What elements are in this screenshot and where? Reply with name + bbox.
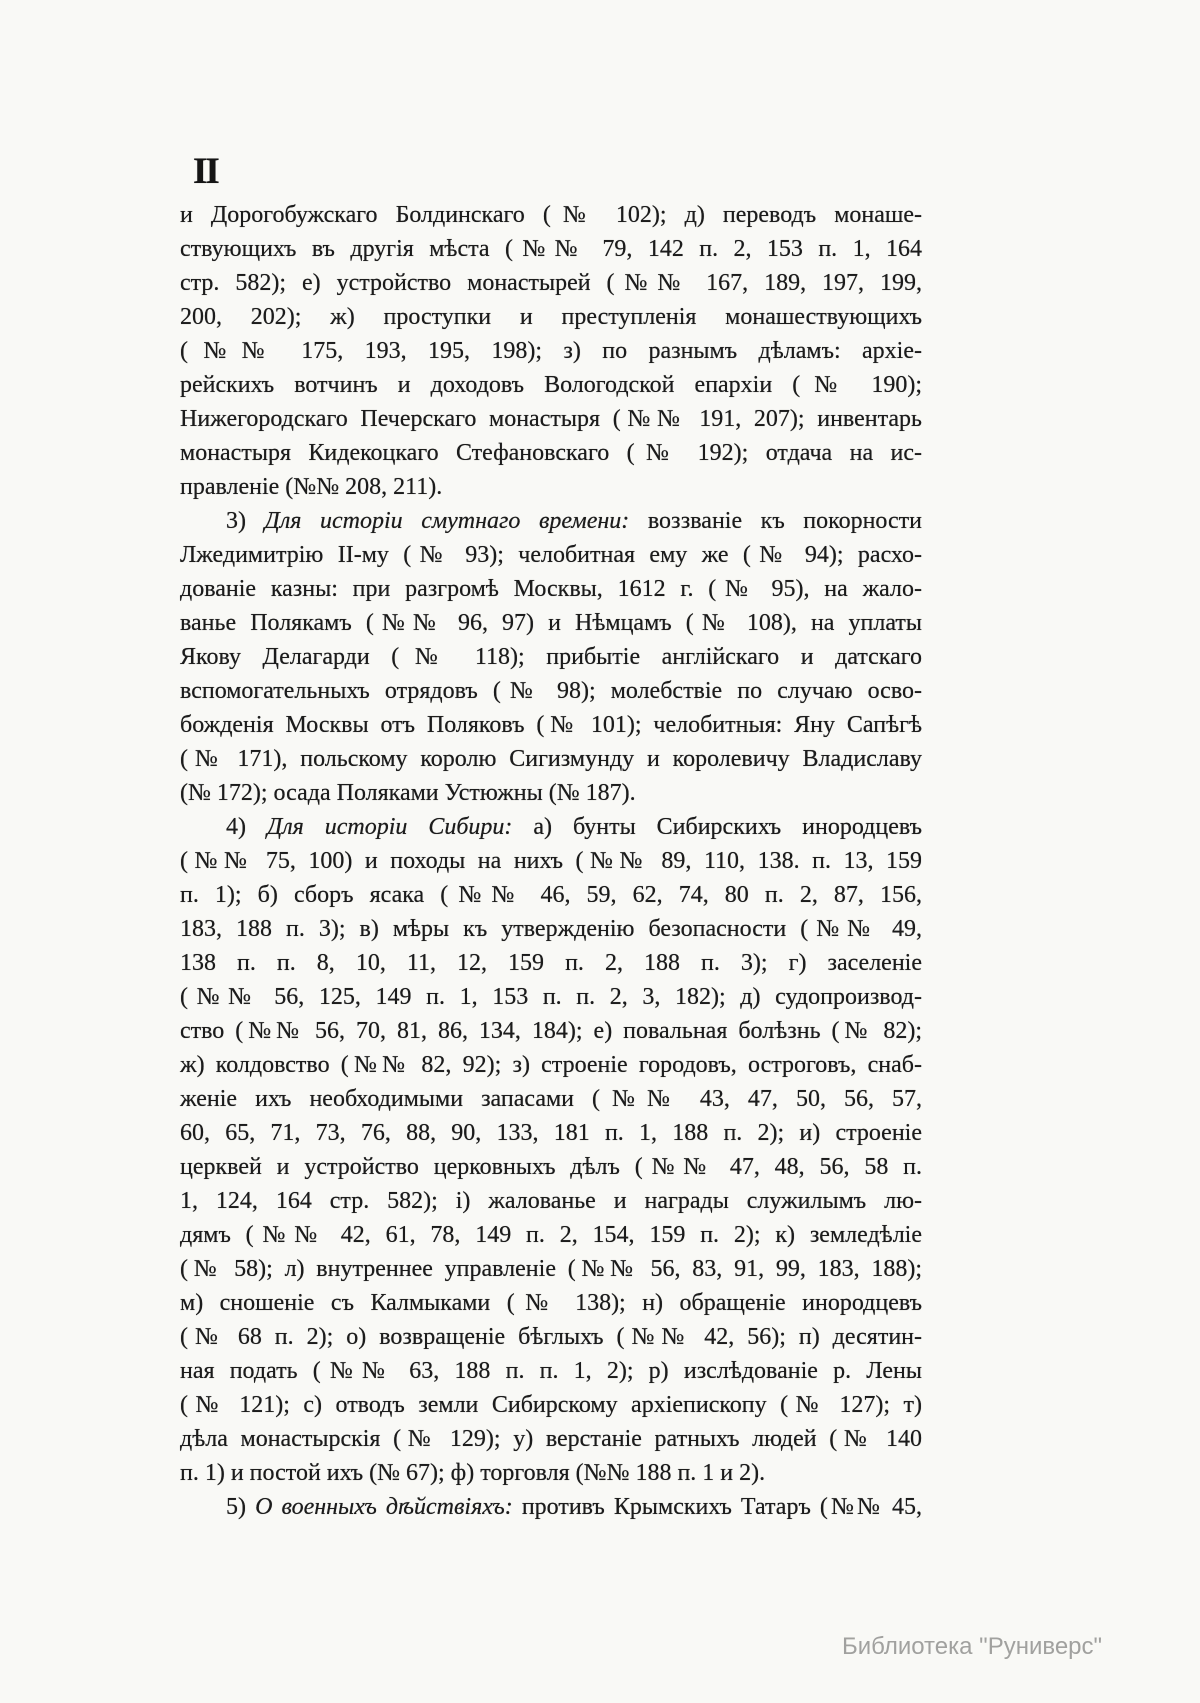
text-line xyxy=(180,1354,922,1388)
text-segment: а) бунты Сибирскихъ инородцевъ xyxy=(512,814,922,840)
text-line xyxy=(180,1150,922,1184)
text-segment: 60, 65, 71, 73, 76, 88, 90, 133, 181 п. 1, 188 п. 2); и) строеніе xyxy=(180,1120,922,1146)
text-segment: церквей и устройство церковныхъ дѣлъ (№№ 47, 48, 56, 58 п. xyxy=(180,1154,922,1180)
text-line xyxy=(180,334,922,368)
text-line xyxy=(180,470,922,504)
text-line xyxy=(180,776,922,810)
text-segment: п. 1) и постой ихъ (№ 67); ф) торговля (№№ 188 п. 1 и 2). xyxy=(180,1460,766,1486)
text-line xyxy=(180,606,922,640)
text-segment: 4) xyxy=(226,814,267,840)
text-line xyxy=(180,1286,922,1320)
text-line xyxy=(180,436,922,470)
text-line xyxy=(180,1184,922,1218)
text-line xyxy=(180,1320,922,1354)
text-segment: 3) xyxy=(226,508,265,534)
text-segment: дѣла монастырскія (№ 129); у) верстаніе ратныхъ людей (№ 140 xyxy=(180,1426,922,1452)
text-line xyxy=(180,1490,922,1524)
text-segment: дямъ (№№ 42, 61, 78, 149 п. 2, 154, 159 п. 2); к) земледѣліе xyxy=(180,1222,922,1248)
text-line xyxy=(180,1082,922,1116)
text-line xyxy=(180,368,922,402)
text-segment: 183, 188 п. 3); в) мѣры къ утвержденію безопасности (№№ 49, xyxy=(180,916,922,942)
text-segment: (№ 172); осада Поляками Устюжны (№ 187). xyxy=(180,780,636,806)
text-segment: ж) колдовство (№№ 82, 92); з) строеніе городовъ, остроговъ, снаб- xyxy=(180,1052,922,1078)
text-segment: Якову Делагарди (№ 118); прибытіе англійскаго и датскаго xyxy=(180,644,922,670)
text-segment: 5) xyxy=(226,1494,256,1520)
library-watermark: Библиотека "Руниверс" xyxy=(842,1633,1103,1660)
text-segment: ствующихъ въ другія мѣста (№№ 79, 142 п. 2, 153 п. 1, 164 xyxy=(180,236,922,262)
text-segment: вспомогательныхъ отрядовъ (№ 98); молебствіе по случаю осво- xyxy=(180,678,922,704)
text-segment: (№№ 75, 100) и походы на нихъ (№№ 89, 110, 138. п. 13, 159 xyxy=(180,848,922,874)
text-segment: ная подать (№№ 63, 188 п. п. 1, 2); р) изслѣдованіе р. Лены xyxy=(180,1358,922,1384)
text-line xyxy=(180,504,922,538)
text-segment: рейскихъ вотчинъ и доходовъ Вологодской епархіи (№ 190); xyxy=(180,372,922,398)
text-segment: (№ 68 п. 2); о) возвращеніе бѣглыхъ (№№ 42, 56); п) десятин- xyxy=(180,1324,922,1350)
text-line xyxy=(180,912,922,946)
text-line xyxy=(180,674,922,708)
text-line xyxy=(180,1388,922,1422)
text-segment: правленіе (№№ 208, 211). xyxy=(180,474,443,500)
text-segment: (№№ 175, 193, 195, 198); з) по разнымъ дѣламъ: архіе- xyxy=(180,338,922,364)
text-segment: и Дорогобужскаго Болдинскаго (№ 102); д) переводъ монаше- xyxy=(180,202,922,228)
page-number: II xyxy=(193,151,218,192)
text-segment: божденія Москвы отъ Поляковъ (№ 101); челобитныя: Яну Сапѣгѣ xyxy=(180,712,922,738)
text-segment: Лжедимитрію II-му (№ 93); челобитная ему же (№ 94); расхо- xyxy=(180,542,922,568)
text-line xyxy=(180,980,922,1014)
section-heading: О военныхъ дѣйствіяхъ: xyxy=(255,1494,513,1520)
text-line xyxy=(180,1014,922,1048)
text-segment: (№ 121); с) отводъ земли Сибирскому архіепископу (№ 127); т) xyxy=(180,1392,922,1418)
text-line xyxy=(180,640,922,674)
text-segment: 200, 202); ж) проступки и преступленія монашествующихъ xyxy=(180,304,922,330)
text-segment: п. 1); б) сборъ ясака (№№ 46, 59, 62, 74, 80 п. 2, 87, 156, xyxy=(180,882,922,908)
text-line xyxy=(180,538,922,572)
text-block xyxy=(180,198,922,1524)
text-line xyxy=(180,1218,922,1252)
text-line xyxy=(180,1456,922,1490)
text-line xyxy=(180,878,922,912)
section-heading: Для исторіи смутнаго времени: xyxy=(264,508,630,534)
text-line xyxy=(180,708,922,742)
text-line xyxy=(180,1048,922,1082)
text-segment: воззваніе къ покорности xyxy=(629,508,922,534)
text-segment: монастыря Кидекоцкаго Стефановскаго (№ 192); отдача на ис- xyxy=(180,440,922,466)
text-line xyxy=(180,810,922,844)
text-segment: женіе ихъ необходимыми запасами (№№ 43, 47, 50, 56, 57, xyxy=(180,1086,922,1112)
text-line xyxy=(180,266,922,300)
text-line xyxy=(180,844,922,878)
text-segment: ство (№№ 56, 70, 81, 86, 134, 184); е) повальная болѣзнь (№ 82); xyxy=(180,1018,922,1044)
text-segment: стр. 582); е) устройство монастырей (№№ 167, 189, 197, 199, xyxy=(180,270,922,296)
text-line xyxy=(180,946,922,980)
text-segment: (№ 171), польскому королю Сигизмунду и королевичу Владиславу xyxy=(180,746,922,772)
text-line xyxy=(180,572,922,606)
section-heading: Для исторіи Сибири: xyxy=(266,814,513,840)
text-line xyxy=(180,742,922,776)
text-segment: противъ Крымскихъ Татаръ (№№ 45, xyxy=(512,1494,922,1520)
text-segment: 138 п. п. 8, 10, 11, 12, 159 п. 2, 188 п. 3); г) заселеніе xyxy=(180,950,922,976)
text-segment: ванье Полякамъ (№№ 96, 97) и Нѣмцамъ (№ 108), на уплаты xyxy=(180,610,922,636)
text-segment: (№№ 56, 125, 149 п. 1, 153 п. п. 2, 3, 182); д) судопроизвод- xyxy=(180,984,922,1010)
text-line xyxy=(180,1116,922,1150)
text-line xyxy=(180,198,922,232)
text-segment: (№ 58); л) внутреннее управленіе (№№ 56, 83, 91, 99, 183, 188); xyxy=(180,1256,922,1282)
text-line xyxy=(180,232,922,266)
text-line xyxy=(180,300,922,334)
text-line xyxy=(180,1422,922,1456)
text-segment: 1, 124, 164 стр. 582); і) жалованье и награды служилымъ лю- xyxy=(180,1188,922,1214)
text-line xyxy=(180,1252,922,1286)
text-line xyxy=(180,402,922,436)
text-segment: Нижегородскаго Печерскаго монастыря (№№ 191, 207); инвентарь xyxy=(180,406,922,432)
text-segment: дованіе казны: при разгромѣ Москвы, 1612 г. (№ 95), на жало- xyxy=(180,576,922,602)
text-segment: м) сношеніе съ Калмыками (№ 138); н) обращеніе инородцевъ xyxy=(180,1290,922,1316)
